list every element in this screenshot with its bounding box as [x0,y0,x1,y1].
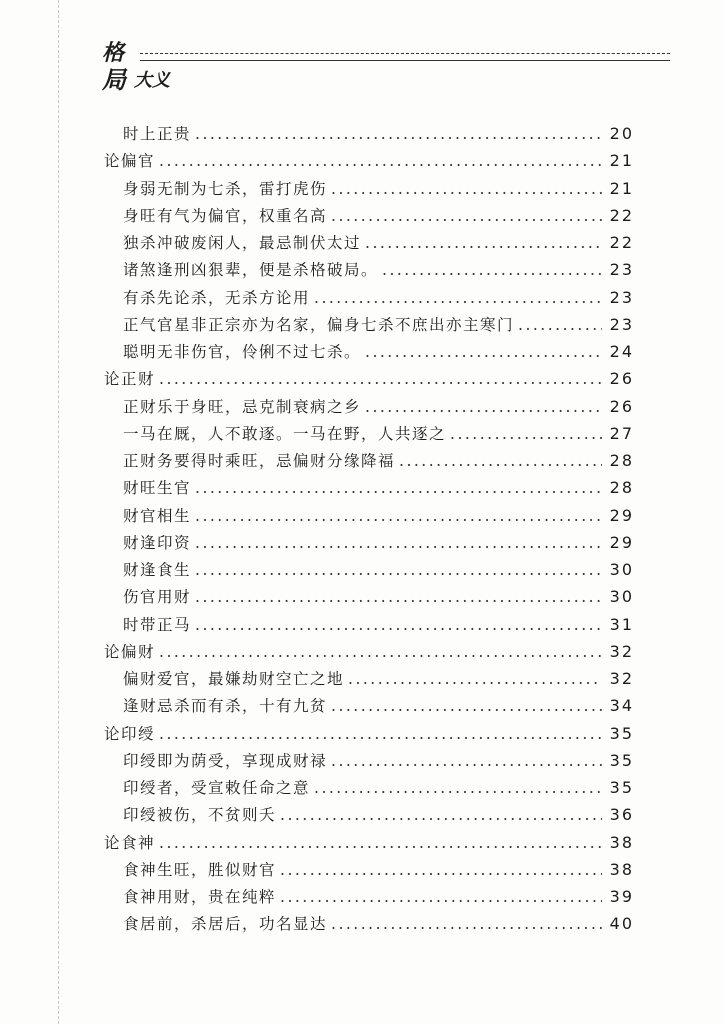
toc-page-number: 29 [609,505,634,525]
toc-section-entry[interactable] [104,120,634,147]
toc-page-number: 30 [609,587,634,607]
toc-dot-leader [195,475,602,502]
toc-page-number: 24 [609,342,634,361]
toc-dot-leader [365,230,602,257]
toc-section-entry[interactable] [104,229,634,256]
toc-page-number: 23 [609,260,634,280]
toc-entry-title: 身旺有气为偏官，权重名高 [123,206,328,225]
toc-dot-leader [314,775,602,802]
toc-section-entry[interactable] [104,583,634,610]
toc-entry-title: 论食神 [104,833,156,852]
toc-page-number: 28 [609,451,634,470]
toc-section-entry[interactable] [104,284,634,311]
header-logo-top: 格 [102,40,123,66]
toc-entry-title: 正气官星非正宗亦为名家，偏身七杀不庶出亦主寒门 [123,315,515,334]
toc-entry-title: 食神用财，贵在纯粹 [123,888,277,906]
toc-section-entry[interactable] [104,692,634,719]
toc-entry-title: 财旺生官 [123,479,192,498]
toc-dot-leader [280,857,602,884]
toc-page-number: 27 [609,423,634,443]
toc-page-number: 29 [609,532,634,552]
toc-page-number: 21 [609,151,634,171]
toc-section-entry[interactable] [104,529,634,556]
toc-section-entry[interactable] [104,856,634,883]
toc-entry-title: 时上正贵 [123,125,192,143]
toc-section-entry[interactable] [104,502,634,529]
toc-entry-title: 财逢食生 [123,561,192,579]
toc-chapter-entry[interactable] [104,147,634,174]
header-subtitle: 大义 [134,70,170,91]
toc-entry-title: 印绶即为荫受，享现成财禄 [123,751,328,770]
toc-dot-leader [159,721,602,748]
toc-entry-title: 论偏财 [104,642,156,661]
toc-section-entry[interactable] [104,747,634,774]
toc-page-number: 34 [609,696,634,716]
toc-dot-leader [331,176,602,203]
toc-page-number: 21 [609,178,634,198]
toc-entry-title: 一马在厩，人不敢逐。一马在野，人共逐之 [123,424,447,443]
toc-dot-leader [195,121,602,148]
toc-section-entry[interactable] [104,774,634,801]
toc-dot-leader [159,639,602,666]
toc-page-number: 26 [609,396,634,416]
toc-entry-title: 时带正马 [123,615,192,634]
toc-dot-leader [195,557,602,584]
toc-section-entry[interactable] [104,420,634,447]
toc-entry-title: 论印绶 [104,724,156,743]
toc-entry-title: 论偏官 [104,152,156,171]
toc-entry-title: 正财乐于身旺，忌克制衰病之乡 [123,397,362,416]
toc-entry-title: 财逢印资 [123,533,192,552]
toc-page-number: 30 [609,560,634,579]
toc-entry-title: 偏财爱官，最嫌劫财空亡之地 [123,670,345,688]
toc-dot-leader [331,911,602,938]
toc-dot-leader [331,693,602,720]
header-logo-bottom: 局 [102,65,126,94]
toc-entry-title: 伤官用财 [123,588,192,607]
toc-section-entry[interactable] [104,611,634,638]
toc-entry-title: 身弱无制为七杀，雷打虎伤 [123,179,328,198]
toc-entry-title: 印绶者，受宣敕任命之意 [123,779,311,797]
toc-page-number: 23 [609,314,634,334]
toc-dot-leader [159,148,602,175]
toc-page-number: 38 [609,832,634,852]
toc-entry-title: 正财务要得时乘旺，忌偏财分缘降福 [123,452,396,470]
toc-section-entry[interactable] [104,556,634,583]
toc-dot-leader [280,884,602,911]
toc-page-number: 40 [609,914,634,934]
toc-dot-leader [195,612,602,639]
toc-section-entry[interactable] [104,447,634,474]
toc-chapter-entry[interactable] [104,720,634,747]
toc-section-entry[interactable] [104,665,634,692]
toc-section-entry[interactable] [104,883,634,910]
toc-chapter-entry[interactable] [104,638,634,665]
toc-section-entry[interactable] [104,338,634,365]
toc-dot-leader [280,802,602,829]
toc-entry-title: 聪明无非伤官，伶俐不过七杀。 [123,343,362,361]
toc-chapter-entry[interactable] [104,829,634,856]
toc-entry-title: 食神生旺，胜似财官 [123,860,277,879]
running-header [100,36,670,92]
toc-page-number: 20 [609,124,634,143]
toc-chapter-entry[interactable] [104,365,634,392]
toc-section-entry[interactable] [104,801,634,828]
toc-page-number: 31 [609,614,634,634]
toc-dot-leader [518,312,602,339]
toc-dot-leader [382,257,602,284]
toc-dot-leader [195,530,602,557]
toc-entry-title: 印绶被伤，不贫则夭 [123,806,277,825]
table-of-contents [104,120,634,938]
toc-page-number: 35 [609,750,634,770]
toc-page-number: 35 [609,778,634,797]
toc-section-entry[interactable] [104,311,634,338]
toc-page-number: 32 [609,641,634,661]
toc-section-entry[interactable] [104,910,634,937]
toc-section-entry[interactable] [104,393,634,420]
toc-entry-title: 独杀冲破废闲人，最忌制伏太过 [123,234,362,252]
toc-dot-leader [348,666,602,693]
toc-entry-title: 逢财忌杀而有杀，十有九贫 [123,697,328,716]
toc-entry-title: 食居前，杀居后，功名显达 [123,915,328,934]
toc-dot-leader [331,748,602,775]
toc-page-number: 35 [609,723,634,743]
toc-page-number: 26 [609,369,634,389]
toc-section-entry[interactable] [104,474,634,501]
toc-page-number: 36 [609,805,634,825]
toc-dot-leader [365,394,602,421]
toc-dot-leader [159,830,602,857]
toc-dot-leader [195,584,602,611]
toc-dot-leader [399,448,602,475]
toc-dot-leader [450,421,602,448]
toc-section-entry[interactable] [104,175,634,202]
toc-entry-title: 论正财 [104,370,156,389]
toc-page-number: 32 [609,669,634,688]
header-rule-dashed [140,53,670,54]
toc-page-number: 28 [609,478,634,498]
toc-page-number: 38 [609,859,634,879]
toc-page-number: 23 [609,287,634,307]
toc-dot-leader [314,285,602,312]
toc-page-number: 22 [609,205,634,225]
toc-dot-leader [159,366,602,393]
toc-entry-title: 财官相生 [123,506,192,525]
toc-dot-leader [331,203,602,230]
header-rule-solid [140,60,670,61]
binding-gutter-line [58,0,59,1024]
toc-dot-leader [365,339,602,366]
toc-entry-title: 有杀先论杀，无杀方论用 [123,288,311,307]
toc-entry-title: 诸煞逢刑凶狠辈，便是杀格破局。 [123,261,379,280]
toc-page-number: 39 [609,887,634,906]
toc-page-number: 22 [609,233,634,252]
toc-section-entry[interactable] [104,202,634,229]
toc-dot-leader [195,503,602,530]
toc-section-entry[interactable] [104,256,634,283]
